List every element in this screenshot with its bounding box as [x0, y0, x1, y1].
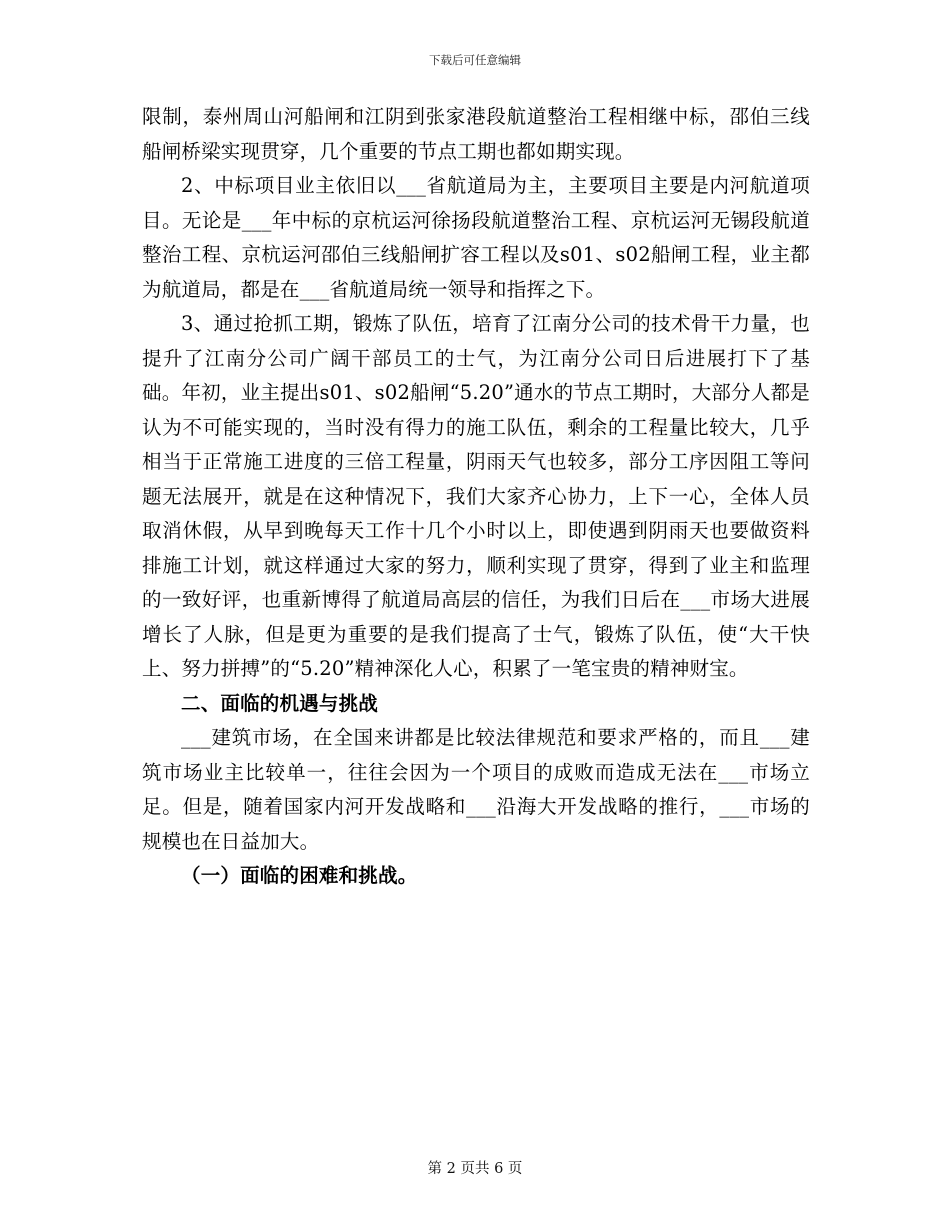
document-body: [142, 100, 810, 894]
paragraph-item-2: 2、中标项目业主依旧以___省航道局为主，主要项目主要是内河航道项目。无论是___年中标的京杭运河徐扬段航道整治工程、京杭运河无锡段航道整治工程、京杭运河邵伯三线船闸扩容工程以及s01、s02船闸工程，业主都为航道局，都是在___省航道局统一领导和指挥之下。: [142, 174, 810, 301]
section-heading-opportunities: 二、面临的机遇与挑战: [181, 691, 379, 715]
paragraph-continuation: 限制，泰州周山河船闸和江阴到张家港段航道整治工程相继中标，邵伯三线船闸桥梁实现贯穿，几个重要的节点工期也都如期实现。: [142, 105, 810, 163]
page-number: 第 2 页共 6 页: [427, 1161, 523, 1177]
subsection-heading-challenges: （一）面临的困难和挑战。: [181, 864, 418, 887]
page-header: 下载后可任意编辑: [429, 53, 521, 67]
paragraph-market: ___建筑市场，在全国来讲都是比较法律规范和要求严格的，而且___建筑市场业主比较单一，往往会因为一个项目的成败而造成无法在___市场立足。但是，随着国家内河开发战略和___沿海大开发战略的推行，___市场的规模也在日益加大。: [142, 726, 810, 853]
paragraph-item-3: 3、通过抢抓工期，锻炼了队伍，培育了江南分公司的技术骨干力量，也提升了江南分公司广阔干部员工的士气，为江南分公司日后进展打下了基础。年初，业主提出s01、s02船闸“5.20”通水的节点工期时，大部分人都是认为不可能实现的，当时没有得力的施工队伍，剩余的工程量比较大，几乎相当于正常施工进度的三倍工程量，阴雨天气也较多，部分工序因阻工等问题无法展开，就是在这种情况下，我们大家齐心协力，上下一心，全体人员取消休假，从早到晚每天工作十几个小时以上，即使遇到阴雨天也要做资料排施工计划，就这样通过大家的努力，顺利实现了贯穿，得到了业主和监理的一致好评，也重新博得了航道局高层的信任，为我们日后在___市场大进展增长了人脉，但是更为重要的是我们提高了士气，锻炼了队伍，使“大干快上、努力拼搏”的“5.20”精神深化人心，积累了一笔宝贵的精神财宝。: [142, 312, 810, 680]
